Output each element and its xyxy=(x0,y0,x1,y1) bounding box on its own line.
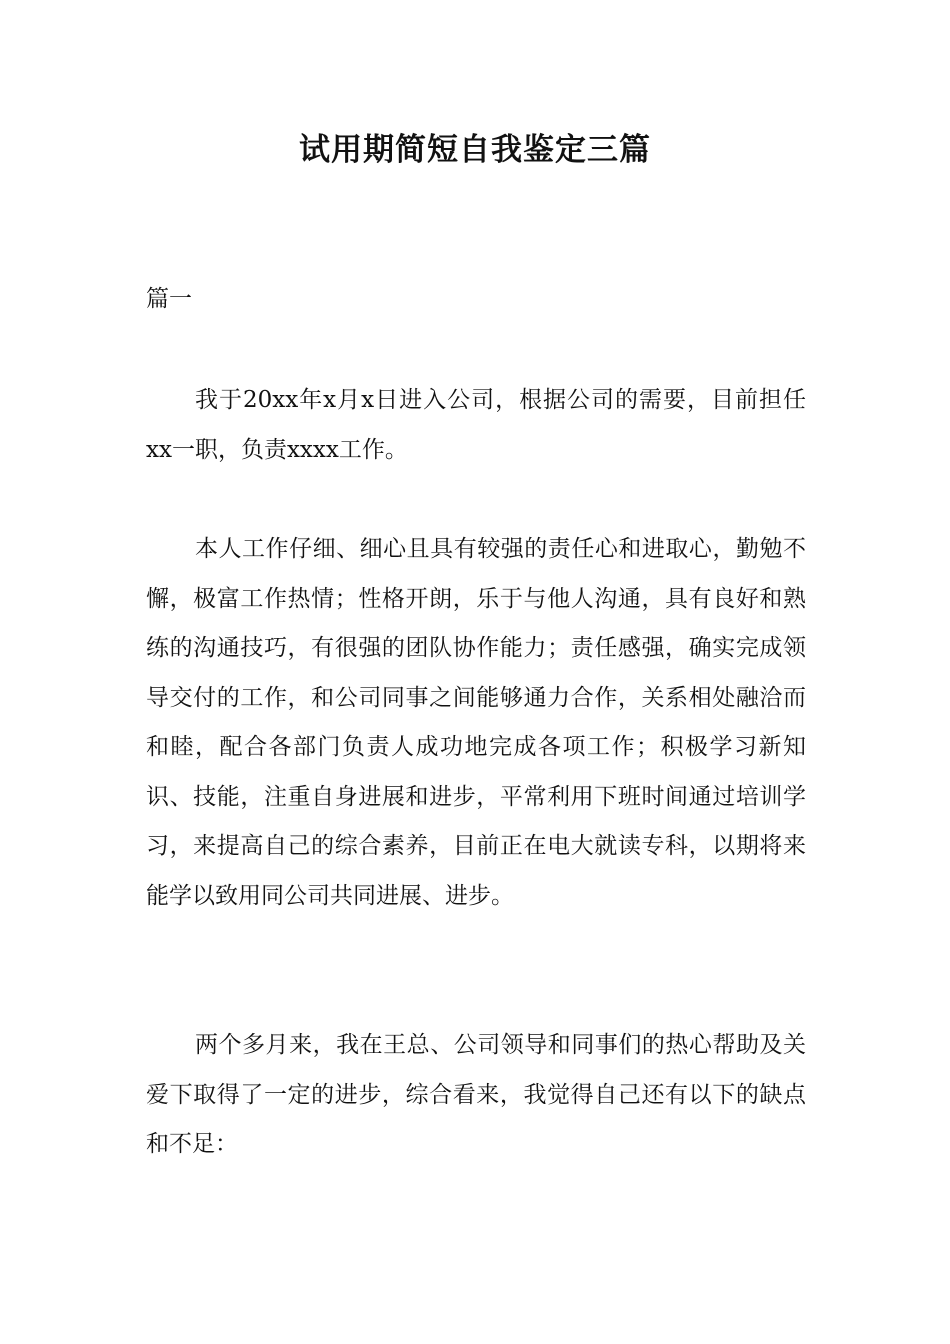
page-title: 试用期简短自我鉴定三篇 xyxy=(299,132,651,168)
body-paragraph: 我于20xx年x月x日进入公司，根据公司的需要，目前担任xx一职，负责xxxx工作。 xyxy=(146,387,806,463)
body-paragraph: 两个多月来，我在王总、公司领导和同事们的热心帮助及关爱下取得了一定的进步，综合看来，我觉得自己还有以下的缺点和不足： xyxy=(146,1032,806,1157)
section-heading: 篇一 xyxy=(146,286,192,312)
body-paragraph: 本人工作仔细、细心且具有较强的责任心和进取心，勤勉不懈，极富工作热情；性格开朗，乐于与他人沟通，具有良好和熟练的沟通技巧，有很强的团队协作能力；责任感强，确实完成领导交付的工作，和公司同事之间能够通力合作，关系相处融洽而和睦，配合各部门负责人成功地完成各项工作；积极学习新知识、技能，注重自身进展和进步，平常利用下班时间通过培训学习，来提高自己的综合素养，目前正在电大就读专科，以期将来能学以致用同公司共同进展、进步。 xyxy=(146,536,806,909)
